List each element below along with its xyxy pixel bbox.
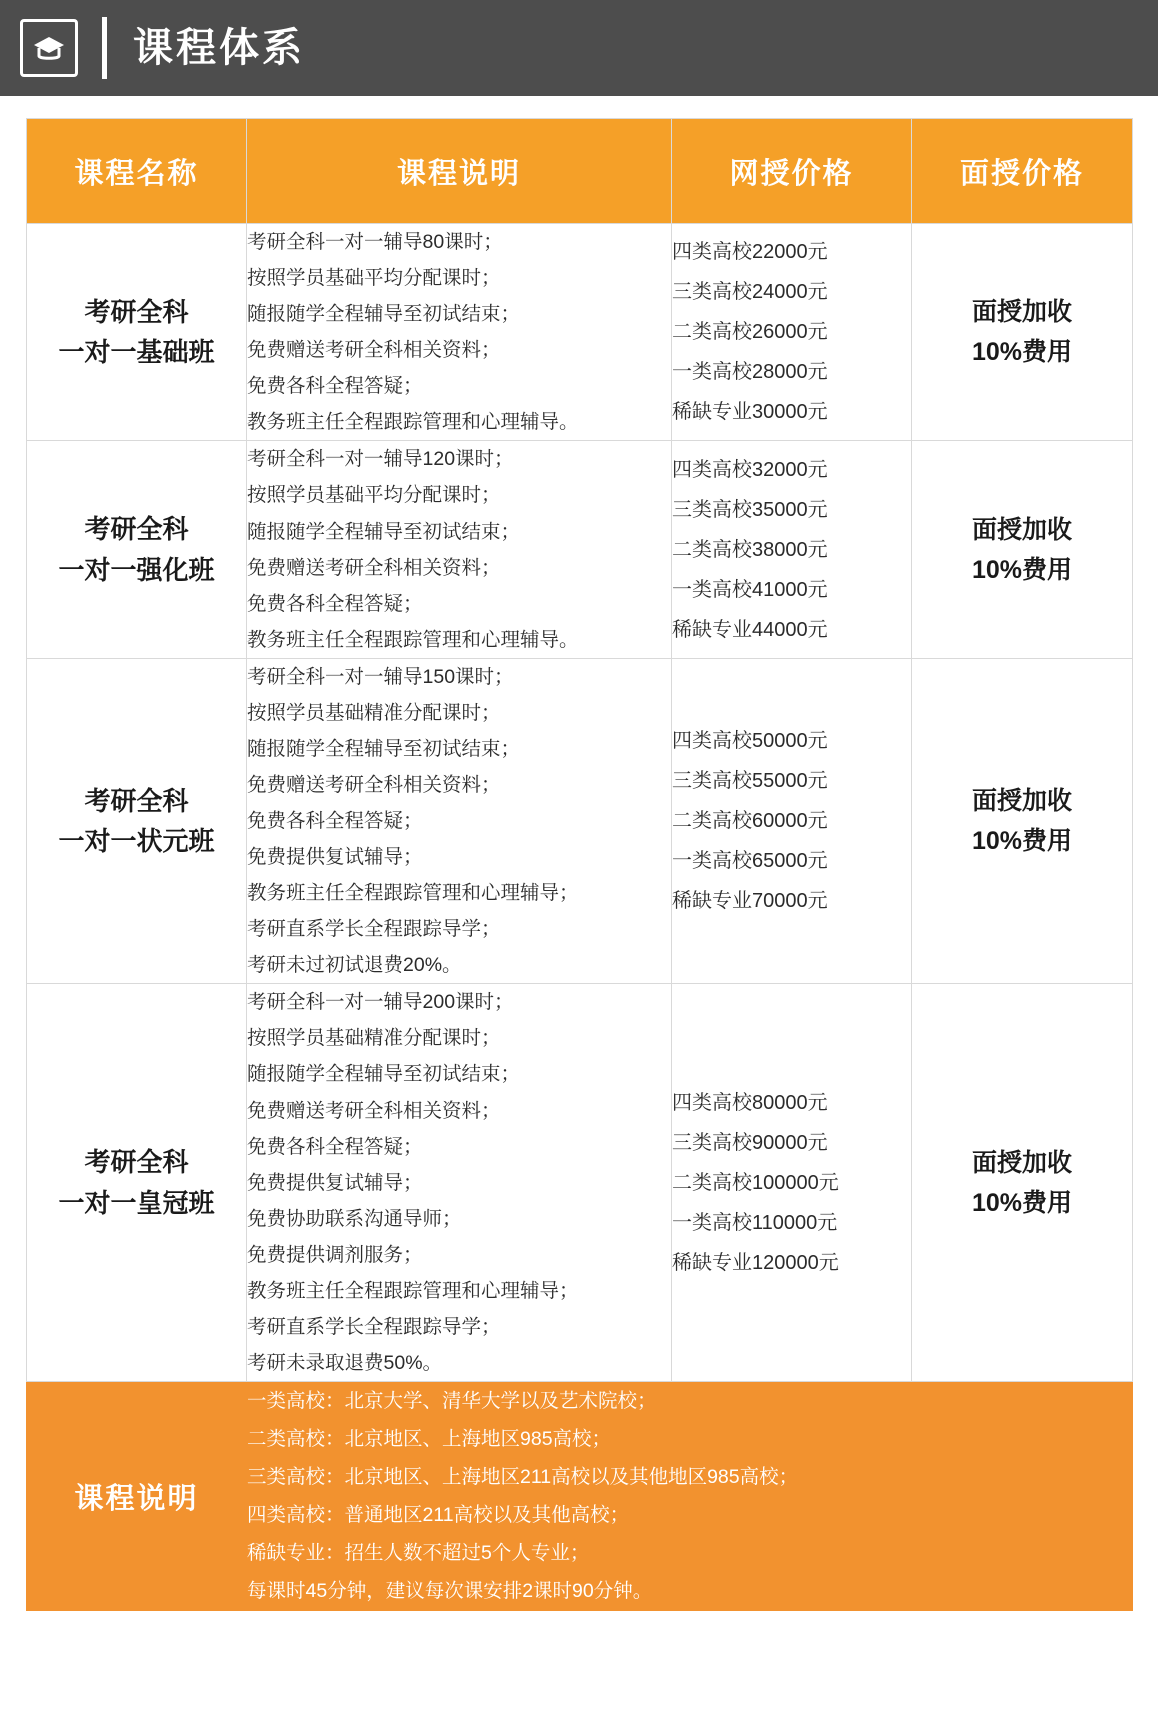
description-line: 教务班主任全程跟踪管理和心理辅导； [247, 1279, 579, 1302]
price-line: 稀缺专业70000元 [672, 890, 828, 913]
note-line: 三类高校：北京地区、上海地区211高校以及其他地区985高校； [247, 1466, 799, 1489]
price-line: 稀缺专业44000元 [672, 618, 828, 641]
note-line: 二类高校：北京地区、上海地区985高校； [247, 1428, 612, 1451]
description-line: 免费提供复试辅导； [247, 846, 423, 869]
course-name [27, 224, 247, 441]
description-line: 考研直系学长全程跟踪导学； [247, 918, 501, 941]
table-header [27, 119, 1133, 224]
course-table-wrap [0, 96, 1158, 1611]
description-line: 随报随学全程辅导至初试结束； [247, 520, 521, 543]
course-name [27, 658, 247, 984]
price-line: 二类高校26000元 [672, 321, 828, 344]
price-line: 三类高校55000元 [672, 770, 828, 793]
description-line: 考研全科一对一辅导150课时； [247, 665, 514, 688]
course-name-line: 一对一皇冠班 [58, 1187, 215, 1218]
course-name-line: 考研全科 [84, 1147, 189, 1178]
description-line: 考研未过初试退费20%。 [247, 954, 462, 977]
course-name-line: 一对一基础班 [58, 337, 215, 368]
price-line: 一类高校41000元 [672, 578, 828, 601]
price-line: 三类高校90000元 [672, 1131, 828, 1154]
price-line: 一类高校110000元 [672, 1211, 838, 1234]
course-name [27, 984, 247, 1382]
page-title: 课程体系 [133, 26, 305, 70]
description-line: 考研未录取退费50%。 [247, 1351, 443, 1374]
price-line: 三类高校24000元 [672, 281, 828, 304]
price-line: 四类高校32000元 [672, 458, 828, 481]
course-name-line: 考研全科 [84, 785, 189, 816]
note-line: 一类高校：北京大学、清华大学以及艺术院校； [247, 1390, 657, 1412]
description-line: 免费赠送考研全科相关资料； [247, 773, 501, 796]
online-price [672, 658, 912, 984]
table-row [27, 441, 1133, 658]
course-table [26, 118, 1133, 1611]
price-line: 一类高校28000元 [672, 361, 828, 384]
description-line: 随报随学全程辅导至初试结束； [247, 1063, 521, 1086]
description-line: 免费提供调剂服务； [247, 1243, 423, 1266]
price-line: 三类高校35000元 [672, 498, 828, 521]
offline-price [912, 658, 1133, 984]
price-line: 四类高校22000元 [672, 241, 828, 264]
offline-price-line: 面授加收 [971, 1148, 1072, 1177]
column-header-name: 课程名称 [27, 119, 247, 224]
description-line: 按照学员基础平均分配课时； [247, 484, 501, 507]
description-line: 随报随学全程辅导至初试结束； [247, 737, 521, 760]
description-line: 教务班主任全程跟踪管理和心理辅导。 [247, 411, 579, 434]
description-line: 免费赠送考研全科相关资料； [247, 556, 501, 579]
table-row [27, 658, 1133, 984]
course-description [247, 658, 672, 984]
offline-price-line: 10%费用 [971, 827, 1073, 856]
course-description [247, 224, 672, 441]
header-divider [102, 17, 107, 79]
description-line: 按照学员基础精准分配课时； [247, 701, 501, 724]
description-line: 考研全科一对一辅导80课时； [247, 231, 503, 253]
description-line: 随报随学全程辅导至初试结束； [247, 303, 521, 326]
description-line: 免费各科全程答疑； [247, 810, 423, 832]
table-header-row [27, 119, 1133, 224]
description-line: 免费协助联系沟通导师； [247, 1207, 462, 1230]
description-line: 考研全科一对一辅导120课时； [247, 448, 514, 471]
description-line: 免费赠送考研全科相关资料； [247, 1099, 501, 1122]
column-header-offline-price: 面授价格 [912, 119, 1133, 224]
price-line: 四类高校80000元 [672, 1091, 828, 1114]
page-header [0, 0, 1158, 96]
price-line: 二类高校60000元 [672, 810, 828, 833]
price-line: 稀缺专业120000元 [672, 1251, 839, 1274]
table-row [27, 224, 1133, 441]
course-name-line: 一对一状元班 [58, 826, 215, 857]
offline-price [912, 441, 1133, 658]
note-label: 课程说明 [27, 1382, 247, 1611]
price-line: 二类高校38000元 [672, 538, 828, 561]
note-line: 稀缺专业：招生人数不超过5个人专业； [247, 1542, 590, 1565]
offline-price-line: 10%费用 [971, 555, 1073, 584]
offline-price-line: 面授加收 [971, 515, 1072, 544]
offline-price-line: 面授加收 [971, 787, 1072, 816]
description-line: 免费各科全程答疑； [247, 375, 423, 398]
offline-price-line: 面授加收 [971, 298, 1072, 327]
column-header-online-price: 网授价格 [672, 119, 912, 224]
description-line: 考研全科一对一辅导200课时； [247, 991, 514, 1014]
column-header-description: 课程说明 [247, 119, 672, 224]
description-line: 按照学员基础精准分配课时； [247, 1027, 501, 1050]
course-name-line: 一对一强化班 [58, 554, 215, 585]
offline-price [912, 224, 1133, 441]
description-line: 免费各科全程答疑； [247, 1135, 423, 1158]
course-description [247, 984, 672, 1382]
description-line: 教务班主任全程跟踪管理和心理辅导； [247, 882, 579, 905]
price-line: 一类高校65000元 [672, 850, 828, 873]
description-line: 教务班主任全程跟踪管理和心理辅导。 [247, 628, 579, 651]
table-row [27, 984, 1133, 1382]
offline-price [912, 984, 1133, 1382]
online-price [672, 224, 912, 441]
note-line: 四类高校：普通地区211高校以及其他高校； [247, 1504, 630, 1527]
price-line: 二类高校100000元 [672, 1171, 839, 1194]
course-name [27, 441, 247, 658]
note-line: 每课时45分钟，建议每次课安排2课时90分钟。 [247, 1580, 653, 1603]
course-description [247, 441, 672, 658]
description-line: 免费赠送考研全科相关资料； [247, 339, 501, 362]
offline-price-line: 10%费用 [971, 338, 1073, 367]
online-price [672, 984, 912, 1382]
description-line: 免费提供复试辅导； [247, 1171, 423, 1194]
course-name-line: 考研全科 [84, 514, 189, 545]
description-line: 免费各科全程答疑； [247, 592, 423, 615]
offline-price-line: 10%费用 [971, 1188, 1073, 1217]
price-line: 四类高校50000元 [672, 730, 828, 753]
course-name-line: 考研全科 [84, 296, 189, 327]
price-line: 稀缺专业30000元 [672, 401, 828, 424]
description-line: 考研直系学长全程跟踪导学； [247, 1315, 501, 1338]
table-body [27, 224, 1133, 1611]
online-price [672, 441, 912, 658]
graduation-cap-icon [20, 19, 78, 77]
description-line: 按照学员基础平均分配课时； [247, 267, 501, 290]
note-row [27, 1382, 1133, 1611]
note-body [247, 1382, 1133, 1611]
